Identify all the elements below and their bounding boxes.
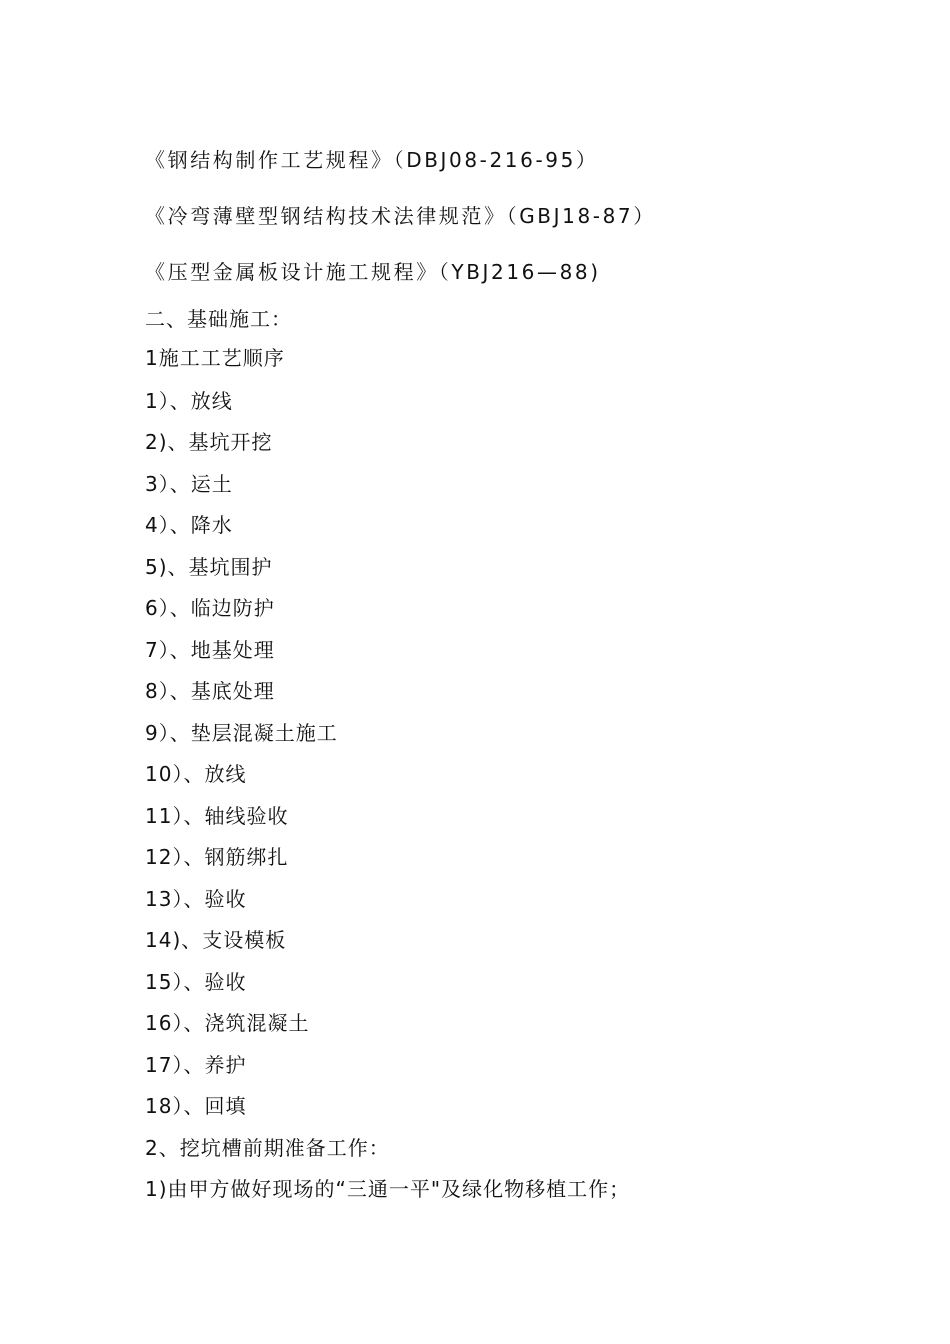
reference-line: 《压型金属板设计施工规程》（YBJ216—88) (145, 260, 601, 284)
list-item: 6）、临边防护 (145, 596, 275, 620)
list-item: 3）、运土 (145, 472, 233, 496)
list-item: 17）、养护 (145, 1053, 247, 1077)
list-item: 13）、验收 (145, 887, 247, 911)
list-item: 7）、地基处理 (145, 638, 275, 662)
reference-line: 《冷弯薄壁型钢结构技术法律规范》（GBJ18-87） (145, 204, 656, 228)
subsection-heading: 1施工工艺顺序 (145, 346, 285, 370)
list-item: 14)、支设模板 (145, 928, 287, 952)
list-item: 1)由甲方做好现场的“三通一平"及绿化物移植工作； (145, 1177, 631, 1201)
list-item: 12）、钢筋绑扎 (145, 845, 289, 869)
list-item: 8）、基底处理 (145, 679, 275, 703)
subsection-heading: 2、挖坑槽前期准备工作： (145, 1136, 390, 1160)
list-item: 16）、浇筑混凝土 (145, 1011, 310, 1035)
reference-line: 《钢结构制作工艺规程》（DBJ08-216-95） (145, 148, 599, 172)
list-item: 15）、验收 (145, 970, 247, 994)
list-item: 18）、回填 (145, 1094, 247, 1118)
list-item: 5)、基坑围护 (145, 555, 273, 579)
list-item: 9）、垫层混凝土施工 (145, 721, 338, 745)
section-heading: 二、基础施工： (145, 307, 292, 331)
list-item: 2)、基坑开挖 (145, 430, 273, 454)
list-item: 1）、放线 (145, 389, 233, 413)
list-item: 10）、放线 (145, 762, 247, 786)
list-item: 4）、降水 (145, 513, 233, 537)
list-item: 11）、轴线验收 (145, 804, 289, 828)
